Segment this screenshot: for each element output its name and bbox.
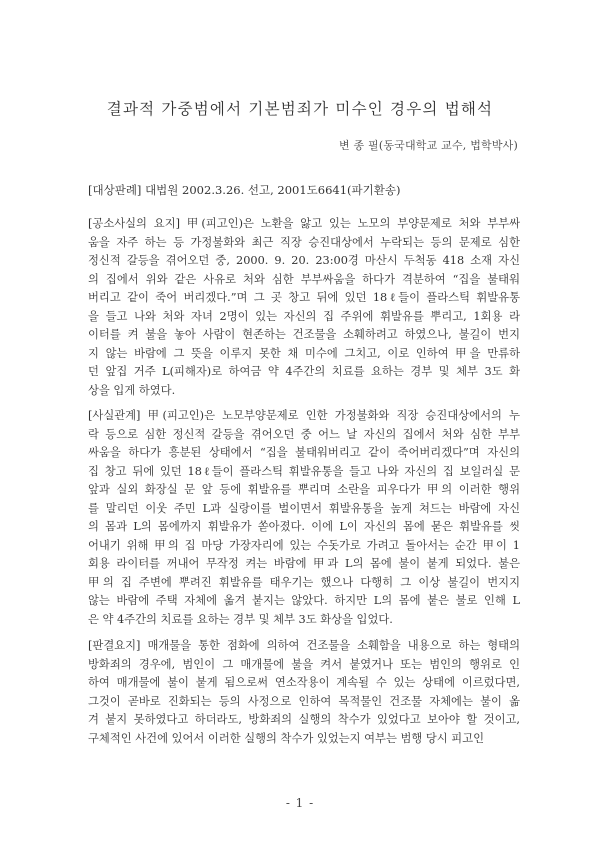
text-line: [공소사실의 요지] 甲(피고인)은 노환을 앓고 있는 노모의 부양문제로 처와 부부싸 — [88, 217, 520, 230]
text-line: 앞과 실외 화장실 문 앞 등에 휘발유를 뿌리며 소란을 피우다가 甲의 이러한 행위 — [88, 483, 520, 496]
paragraph-facts — [88, 407, 520, 629]
text-line: 의 집에서 위와 같은 사유로 처와 심한 부부싸움을 하다가 격분하여 “집을 불태워 — [88, 272, 520, 286]
text-line: 않는 바람에 주택 자체에 옮겨 붙지는 않았다. 하지만 L의 몸에 붙은 불로 인해 L — [88, 594, 520, 607]
text-line: 겨 붙지 못하였다고 하더라도, 방화죄의 실행의 착수가 있었다고 보아야 할 것이고, — [88, 713, 520, 726]
text-line: 하여 매개물에 불이 붙게 됨으로써 연소작용이 계속될 수 있는 상태에 이르렀다면, — [88, 676, 520, 689]
text-line: 방화죄의 경우에, 범인이 그 매개물에 불을 켜서 붙였거나 또는 범인의 행위로 인 — [88, 657, 520, 671]
text-line: 이터를 켜 불을 놓아 사람이 현존하는 건조물을 소훼하려고 하였으나, 불길이 번지 — [88, 328, 520, 341]
text-line: 은 약 4주간의 치료를 요하는 경부 및 체부 3도 화상을 입었다. — [88, 612, 393, 626]
text-line: 버리고 같이 죽어 버리겠다.”며 그 곳 창고 뒤에 있던 18ℓ들이 플라스틱 휘발유통 — [88, 291, 520, 304]
text-line: [사실관계] 甲(피고인)은 노모부양문제로 인한 가정불화와 직장 승진대상에서의 누 — [88, 409, 520, 422]
paper-title: 결과적 가중범에서 기본범죄가 미수인 경우의 법해석 — [106, 100, 494, 118]
text-line: [판결요지] 매개물을 통한 점화에 의하여 건조물을 소훼함을 내용으로 하는 형태의 — [88, 639, 520, 652]
text-line: 의 몸과 L의 몸에까지 휘발유가 쏟아졌다. 이에 L이 자신의 몸에 묻은 휘발유를 씻 — [88, 520, 520, 533]
case-reference: [대상판례] 대법원 2002.3.26. 선고, 2001도6641(파기환송) — [88, 183, 401, 197]
text-line: 그것이 곧바로 진화되는 등의 사정으로 인하여 목적물인 건조물 자체에는 불이 옮 — [88, 694, 520, 708]
text-line: 집 창고 뒤에 있던 18ℓ들이 플라스틱 휘발유통을 들고 나와 자신의 집 보일러실 문 — [88, 464, 520, 478]
text-line: 甲의 집 주변에 뿌려진 휘발유를 태우기는 했으나 다행히 그 이상 불길이 번지지 — [88, 575, 520, 589]
text-line: 회용 라이터를 꺼내어 무작정 켜는 바람에 甲과 L의 몸에 불이 붙게 되었다. 불은 — [88, 557, 520, 570]
page-number: - 1 - — [285, 796, 315, 810]
text-line: 을 들고 나와 처와 자녀 2명이 있는 자신의 집 주위에 휘발유를 뿌리고, 1회용 라 — [88, 309, 520, 323]
text-line: 구체적인 사건에 있어서 이러한 실행의 착수가 있었는지 여부는 범행 당시 피고인 — [88, 731, 485, 745]
text-line: 움을 자주 하는 등 가정불화와 최근 직장 승진대상에서 누락되는 등의 문제로 심한 — [88, 235, 520, 249]
text-line: 락 등으로 심한 정신적 갈등을 겪어오던 중 어느 날 자신의 집에서 처와 심한 부부 — [88, 427, 520, 441]
text-line: 던 앞집 거주 L(피해자)로 하여금 약 4주간의 치료를 요하는 경부 및 체부 3도 화 — [88, 365, 520, 378]
paragraph-facts-charged — [88, 215, 520, 400]
text-line: 싸움을 하다가 흥분된 상태에서 “집을 불태워버리고 같이 죽어버리겠다”며 자신의 — [88, 446, 520, 459]
text-line: 어내기 위해 甲의 집 마당 가장자리에 있는 수돗가로 가려고 돌아서는 순간 甲이 1 — [88, 538, 520, 552]
text-line: 를 말리던 이웃 주민 L과 실랑이를 벌이면서 휘발유통을 높게 쳐드는 바람에 자신 — [88, 501, 520, 515]
text-line: 상을 입게 하였다. — [88, 383, 176, 397]
paragraph-holding — [88, 637, 520, 748]
text-line: 정신적 갈등을 겪어오던 중, 2000. 9. 20. 23:00경 마산시 두척동 418 소재 자신 — [88, 254, 520, 267]
text-line: 지 않는 바람에 그 뜻을 이루지 못한 채 미수에 그치고, 이로 인하여 甲을 만류하 — [88, 346, 520, 360]
author-line: 변 종 필(동국대학교 교수, 법학박사) — [338, 139, 518, 152]
